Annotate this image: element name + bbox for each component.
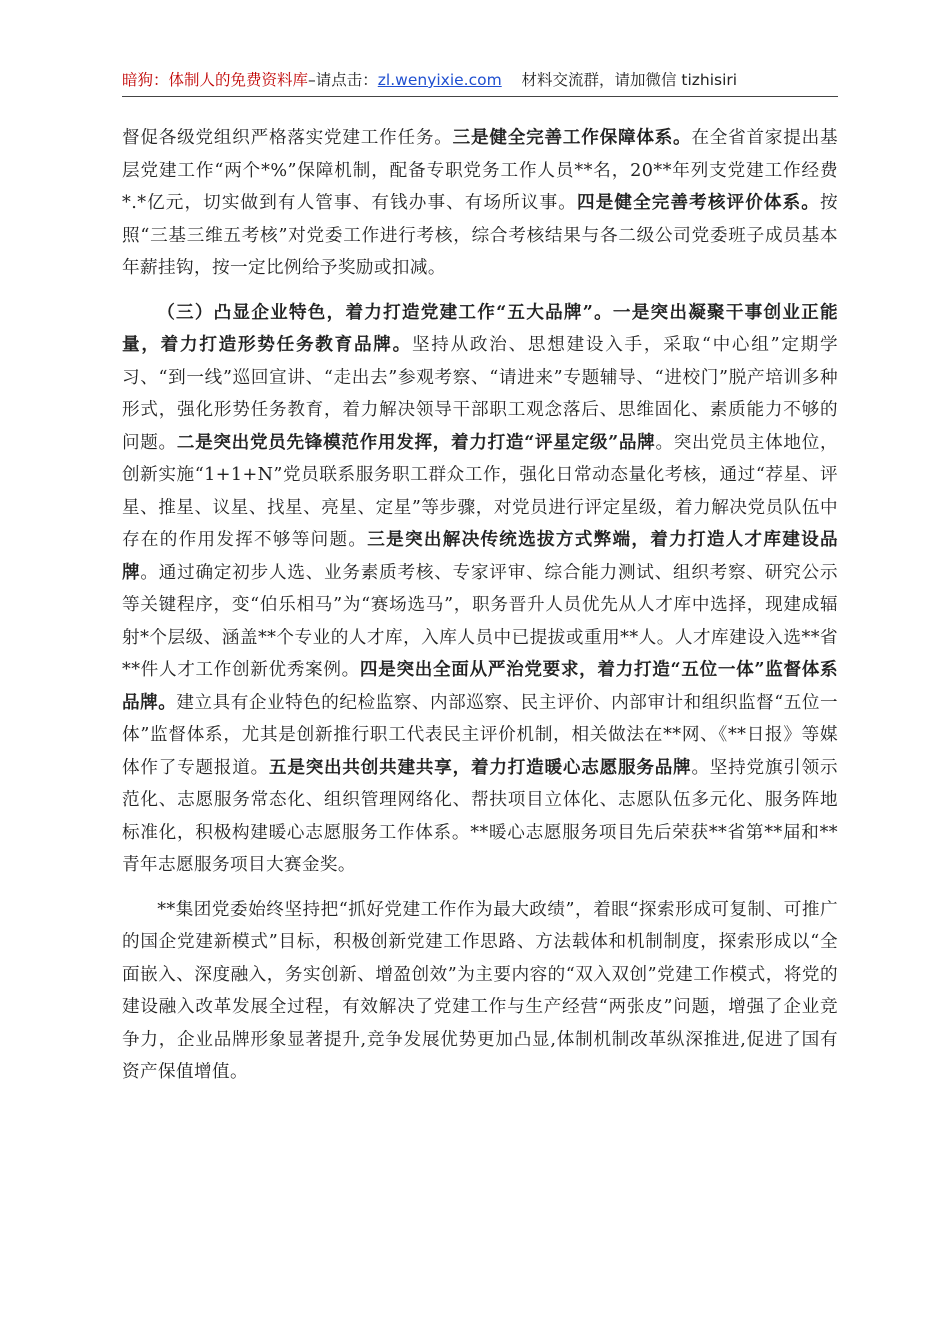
p2-text-1: 坚持从政治、思想建设入手，采取“中心组”定期学习、“到一线”巡回宣讲、“走出去”参观考察、“请进来”专题辅导、“进校门”脱产培训多种形式，强化形势任务教育，着力解决领导干部职工观念落后、思维固化、素质能力不够的问题。 [122, 335, 838, 453]
page-header [122, 68, 838, 97]
p2-text-4: 建立具有企业特色的纪检监察、内部巡察、民主评价、内部审计和组织监督“五位一体”监督体系，尤其是创新推行职工代表民主评价机制，相关做法在**网、《**日报》等媒体作了专题报道。 [122, 692, 838, 778]
p2-heading-section-3: （三）凸显企业特色，着力打造党建工作“五大品牌”。一是突出凝聚干事创业正能量，着力打造形势任务教育品牌。 [122, 301, 838, 355]
header-wechat-id: tizhisiri [681, 71, 738, 89]
p1-text-2: 在全省首家提出基层党建工作“两个*%”保障机制，配备专职党务工作人员**名，20**年列支党建工作经费*.*亿元，切实做到有人管事、有钱办事、有场所议事。 [122, 128, 839, 213]
header-url-link[interactable]: zl.wenyixie.com [377, 71, 502, 89]
p2-text-2: 。突出党员主体地位，创新实施“1+1+N”党员联系服务职工群众工作，强化日常动态量化考核，通过“荐星、评星、推星、议星、找星、亮星、定星”等步骤，对党员进行评定星级，着力解决党员队伍中存在的作用发挥不够等问题。 [122, 432, 838, 550]
header-group-text: 材料交流群，请加微信 [521, 71, 677, 89]
paragraph-2 [122, 297, 838, 882]
document-body [122, 122, 838, 1101]
p1-text-1: 督促各级党组织严格落实党建工作任务。 [122, 128, 453, 148]
p2-heading-volunteer: 五是突出共创共建共享，着力打造暖心志愿服务品牌 [268, 756, 692, 778]
p1-heading-guarantee: 三是健全完善工作保障体系。 [452, 127, 692, 148]
p2-heading-talent-pool: 三是突出解决传统选拔方式弊端，着力打造人才库建设品牌 [122, 529, 838, 583]
p2-heading-star-rating: 二是突出党员先锋模范作用发挥，着力打造“评星定级”品牌 [176, 431, 656, 453]
p1-heading-evaluation: 四是健全完善考核评价体系。 [577, 192, 820, 213]
p1-text-3: 按照“三基三维五考核”对党委工作进行考核，综合考核结果与各二级公司党委班子成员基本年薪挂钩，按一定比例给予奖励或扣减。 [122, 193, 838, 278]
header-click-prompt: –请点击： [308, 71, 378, 89]
p2-text-5: 。坚持党旗引领示范化、志愿服务常态化、组织管理网络化、帮扶项目立体化、志愿队伍多元化、服务阵地标准化，积极构建暖心志愿服务工作体系。**暖心志愿服务项目先后荣获**省第**届和**青年志愿服务项目大赛金奖。 [122, 757, 839, 875]
paragraph-3 [122, 894, 838, 1089]
header-site-name: 暗狗：体制人的免费资料库 [122, 71, 309, 89]
p3-text: **集团党委始终坚持把“抓好党建工作作为最大政绩”，着眼“探索形成可复制、可推广的国企党建新模式”目标，积极创新党建工作思路、方法载体和机制制度，探索形成以“全面嵌入、深度融入，务实创新、增盈创效”为主要内容的“双入双创”党建工作模式，将党的建设融入改革发展全过程，有效解决了党建工作与生产经营“两张皮”问题，增强了企业竞争力，企业品牌形象显著提升,竞争发展优势更加凸显,体制机制改革纵深推进,促进了国有资产保值增值。 [122, 899, 838, 1082]
p2-text-3: 。通过确定初步人选、业务素质考核、专家评审、综合能力测试、组织考察、研究公示等关键程序，变“伯乐相马”为“赛场选马”，职务晋升人员优先从人才库中选择，现建成辐射*个层级、涵盖**个专业的人才库，入库人员中已提拔或重用**人。人才库建设入选**省**件人才工作创新优秀案例。 [122, 562, 838, 680]
paragraph-1 [122, 122, 838, 285]
p2-heading-supervision: 四是突出全面从严治党要求，着力打造“五位一体”监督体系品牌。 [122, 659, 838, 713]
